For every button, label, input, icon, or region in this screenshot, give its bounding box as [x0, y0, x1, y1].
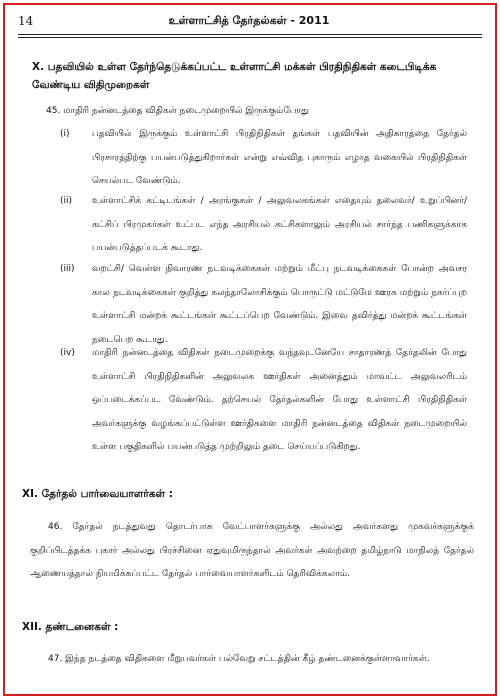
item-text: வறட்சி/ வெள்ள நிவாரண நடவடிக்கைகள் மற்றும் மீட்பு நடவடிக்கைகள் போன்ற அவசர கால நடவடிக்கைகள் குறித்து கலந்தாலோசிக்கும் பொருட்டு மட்டுமே ஊரக மற்றும் நகர்ப்புற உள்ளாட்சி மன்றக் கூட்டங்கள் கூட்டப்பெற வேண்டும். இவை தவிர்த்து மன்றக் கூட்டங்கள் நடைபெற கூடாது. — [92, 264, 467, 345]
item-text: பதவியில் இருக்கும் உள்ளாட்சி பிரதிநிதிகள் தங்கள் பதவியின் அதிகாரத்தை தேர்தல் பிரசாரத்திற்கு பயன்படுத்துகிறார்கள் என்று எவ்வித புகாரும் எழாத வகையில் பிரதிநிதிகள் செயல்பட வேண்டும். — [92, 129, 467, 186]
item-number: (iii) — [60, 264, 75, 274]
item-text: உள்ளாட்சிக் கட்டிடங்கள் / அரங்குகள் / அலுவலகங்கள் எதையும் தலைவர்/ உறுப்பினர்/கட்சிப் பிரமுகர்கள் உட்பட எந்த அரசியல் கட்சிகளாலும் அரசியல் சார்ந்த பணிகளுக்காக பயன்படுத்தப்படக் கூடாது. — [92, 196, 467, 253]
section-xi-heading: XI. தேர்தல் பார்வையாளர்கள் : — [22, 488, 173, 500]
item-number: (ii) — [60, 196, 73, 206]
paragraph-46: 46. தேர்தல் நடத்துவது தொடர்பாக வேட்பாளர்களுக்கு அல்லது அவர்களது முகவர்களுக்குக் குறிப்பிடத்தக்க புகார் அல்லது பிரச்சினை ஏதுவுமிருந்தால் அவர்கள் அவற்றை தமிழ்நாடு மாநிலத் தேர்தல் ஆணையத்தால் நியமிக்கப்பட்ட தேர்தல் பார்வையாளர்களிடம் தெரிவிக்கலாம். — [30, 522, 474, 579]
page-header — [18, 14, 480, 32]
header-rule-bottom — [18, 37, 482, 38]
running-title: உள்ளாட்சித் தேர்தல்கள் - 2011 — [168, 14, 330, 27]
page-number: 14 — [18, 14, 34, 28]
item-number: (i) — [60, 129, 70, 139]
section-x-heading: X. பதவியில் உள்ள தேர்ந்தெடுக்கப்பட்ட உள்ளாட்சி மக்கள் பிரதிநிதிகள் கடைபிடிக்க வேண்டிய விதிமுறைகள் — [32, 61, 437, 91]
section-xii-heading: XII. தண்டனைகள் : — [22, 621, 119, 633]
paragraph-47: 47. இந்த நடத்தை விதிகளை மீறுபவர்கள் பல்வேறு சட்டத்தின் கீழ் தண்டனைக்குள்ளாவார்கள். — [48, 654, 430, 664]
item-text: மாதிரி நன்னடத்தை விதிகள் நடைமுறைக்கு வந்தவுடனேயே சாதாரணத் தேர்தலின் போது உள்ளாட்சி பிரதிநிதிகளின் அலுவலக ஊர்திகள் அனைத்தும் மாவட்ட அலுவலரிடம் ஒப்படைக்கப்பட வேண்டும். தற்செயல் தேர்தல்களின் போது உள்ளாட்சி பிரதிநிதிகள் அவர்களுக்கு வழங்கப்பட்டுள்ள ஊர்திகளை மாதிரி நன்னடத்தை விதிகள் நடைமுறையில் உள்ள பகுதிகளில் பயன்படுத்த முற்றிலும் தடை செய்யப்படுகிறது. — [92, 348, 467, 452]
paragraph-45-intro: 45. மாதிரி நன்னடத்தை விதிகள் நடைமுறையில் இருக்கும்போது — [46, 106, 309, 116]
item-number: (iv) — [60, 348, 75, 358]
header-rule-top — [18, 34, 482, 35]
